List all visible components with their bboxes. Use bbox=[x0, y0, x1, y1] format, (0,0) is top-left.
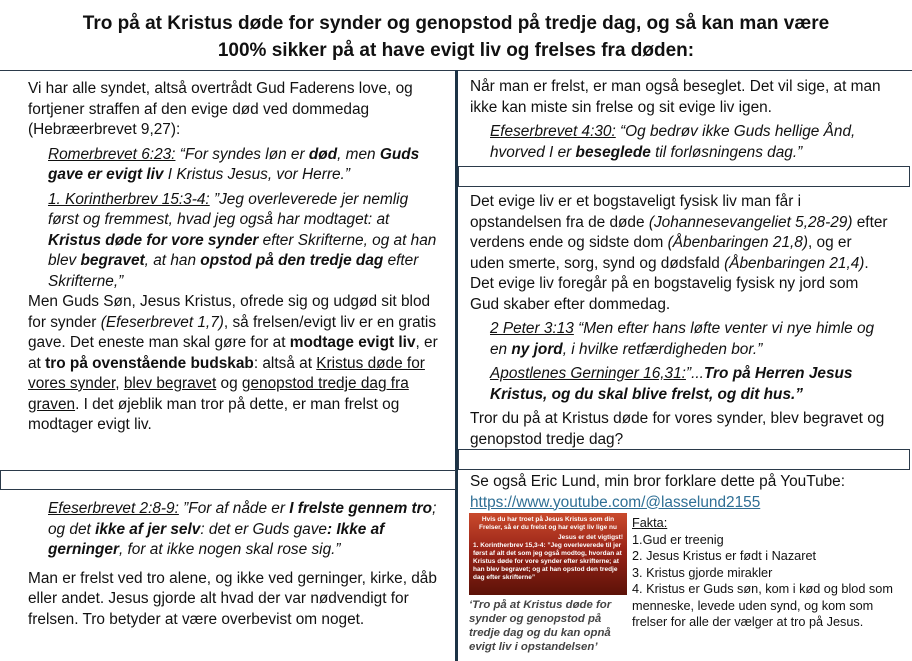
right-sealed-section bbox=[470, 77, 890, 163]
page-title bbox=[0, 10, 912, 64]
thumbnail-subtitle: Jesus er det vigtigst! bbox=[557, 534, 623, 541]
title-line-2: 100% sikker på at have evigt liv og frelses fra døden: bbox=[217, 40, 695, 61]
faith-paragraph: Man er frelst ved tro alene, og ikke ved gerninger, kirke, dåb eller andet. Jesus gjorde alt hvad der var nødvendigt for frelsen. Tro betyder at være overbevist om noget. bbox=[28, 569, 437, 628]
title-line-1: Tro på at Kristus døde for synder og genopstod på tredje dag, og så kan man være bbox=[82, 13, 830, 34]
fakta-item: 1.Gud er treenig bbox=[632, 532, 724, 547]
acts-quote: Apostlenes Gerninger 16,31:”...Tro på Herren Jesus Kristus, og du skal blive frelst, og dit hus.” bbox=[490, 365, 853, 403]
left-empty-box bbox=[0, 470, 456, 490]
question-paragraph: Tror du på at Kristus døde for vores synder, blev begravet og genopstod tredje dag? bbox=[470, 410, 885, 448]
fakta-item: 4. Kristus er Guds søn, kom i kød og blod som menneske, levede uden synd, og kom som frelser for alle der vælger at tro på Jesus. bbox=[632, 582, 893, 629]
fakta-title: Fakta: bbox=[632, 516, 668, 530]
right-youtube-section bbox=[470, 472, 890, 513]
gospel-paragraph: Men Guds Søn, Jesus Kristus, ofrede sig og udgød sit blod for synder (Efeserbrevet 1,7), så frelsen/evigt liv er en gratis gave. Det eneste man skal gøre for at modtage evigt liv, er at tro på ovenstående budskab: altså at Kristus døde for vores synder, blev begravet og genopstod tredje dag fra graven. I det øjeblik man tror på dette, er man frelst og modtager evigt liv. bbox=[28, 293, 438, 433]
left-column-bottom bbox=[28, 499, 442, 630]
ephesians-4-quote: Efeserbrevet 4:30: “Og bedrøv ikke Guds hellige Ånd, hvorved I er beseglede til forløsningens dag.” bbox=[490, 123, 856, 161]
youtube-link[interactable]: https://www.youtube.com/@lasselund2155 bbox=[470, 493, 761, 511]
thumbnail-title: Hvis du har troet på Jesus Kristus som din Frelser, så er du frelst og har evigt liv lige nu bbox=[479, 516, 617, 531]
right-empty-box-2 bbox=[458, 449, 910, 470]
fakta-item: 3. Kristus gjorde mirakler bbox=[632, 565, 773, 580]
corinthians-quote: 1. Korintherbrev 15:3-4: ”Jeg overleverede jer nemlig først og fremmest, hvad jeg også har modtaget: at Kristus døde for vore synder efter Skrifterne, og at han blev begravet, at han opstod på den tredje dag efter Skrifterne,” bbox=[48, 190, 437, 290]
left-column-top bbox=[28, 79, 442, 436]
youtube-thumbnail[interactable] bbox=[469, 513, 627, 595]
ephesians-2-quote: Efeserbrevet 2:8-9: ”For af nåde er I frelste gennem tro; og det ikke af jer selv: det er Guds gave: Ikke af gerninger, for at ikke nogen skal rose sig.” bbox=[48, 500, 437, 558]
sealed-paragraph: Når man er frelst, er man også beseglet. Det vil sige, at man ikke kan miste sin frelse og sit evige liv igen. bbox=[470, 78, 881, 116]
right-empty-box-1 bbox=[458, 166, 910, 187]
see-also-text: Se også Eric Lund, min bror forklare dette på YouTube: bbox=[470, 473, 846, 490]
intro-paragraph: Vi har alle syndet, altså overtrådt Gud Faderens love, og fortjener straffen af den evige død ved dommedag (Hebræerbrevet 9,27): bbox=[28, 80, 413, 138]
fakta-item: 2. Jesus Kristus er født i Nazaret bbox=[632, 549, 817, 563]
thumbnail-caption: ‘Tro på at Kristus døde for synder og genopstod på tredje dag og du kan opnå evigt liv i opstandelsen’ bbox=[469, 599, 612, 653]
romans-quote: Romerbrevet 6:23: “For syndes løn er død, men Guds gave er evigt liv I Kristus Jesus, vor Herre.” bbox=[48, 145, 420, 183]
right-eternal-life-section bbox=[470, 192, 890, 450]
eternal-life-paragraph: Det evige liv er et bogstaveligt fysisk liv man får i opstandelsen fra de døde (Johannesevangeliet 5,28-29) efter verdens ende og sidste dom (Åbenbaringen 21,8), og er uden smerte, sorg, synd og dødsfald (Åbenbaringen 21,4). Det evige liv foregår på en bogstavelig fysisk ny jord som Gud skaber efter dommedag. bbox=[470, 193, 888, 313]
column-divider bbox=[455, 70, 458, 661]
fakta-box bbox=[632, 515, 894, 631]
peter-quote: 2 Peter 3:13 “Men efter hans løfte venter vi nye himle og en ny jord, i hvilke retfærdigheden bor.” bbox=[490, 320, 875, 358]
thumbnail-body: 1. Korintherbrev 15,3-4: ”Jeg overleverede til jer først af alt det som jeg også modtog, hvordan at Kristus døde for vore synder efter skrifterne; at han blev begravet; og at han opstod den tredje dag efter skrifterne” bbox=[473, 542, 622, 581]
